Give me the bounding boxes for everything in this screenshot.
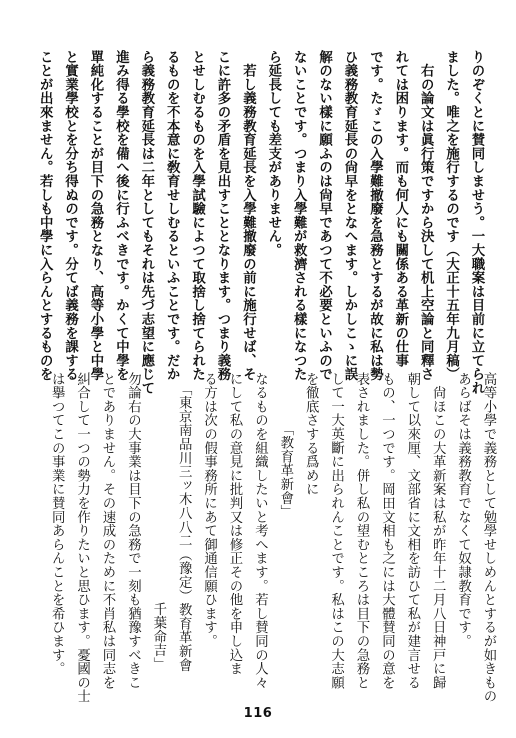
lower-text-column: もの、一つです。岡田文相も之には大體賛同の意を [379, 372, 395, 690]
upper-text-column: こに許多の矛盾を見出すこととなります。つまり義務 [215, 50, 231, 382]
lower-text-column: 糾合して一つの勢力を作りたいと思ひます。憂國の士 [74, 372, 90, 704]
upper-text-column: 右の論文は眞行策ですから決して机上空論と同釋さ [418, 50, 435, 382]
lower-text-column: 「教育革新會」 [277, 422, 293, 519]
lower-text-column: 千葉命吉」 [150, 602, 166, 671]
upper-text-column: ひ義務教育延長の尙早をとなへます。しかしこゝに誤 [342, 50, 358, 382]
upper-text-column: とせしむるものを入學試驗によつて取捨し捨てられた [189, 50, 206, 382]
upper-text-column: です。たゞこの入學難撤廢を急務とするが故に私は勢 [367, 50, 384, 382]
upper-text-column: ました。唯之を施行するのです（大正十五年九月稿） [443, 50, 460, 382]
lower-text-column: して一大英斷に出られんことです。私はこの大志願 [328, 372, 344, 690]
upper-text-column: りのぞくとに賛同しませう。一大職案は目前に立てられ [469, 50, 485, 395]
lower-text-column: を徹底さする爲めに [303, 372, 319, 497]
lower-text-column: 高等小學で義務として勉學せしめんとするが如きもの [481, 372, 496, 704]
upper-text-column: ら延長しても差支がありません。 [265, 50, 282, 257]
upper-text-column: ことが出來ません。若しも中學に入らんとするものを [37, 50, 54, 382]
upper-text-column: ないことです。つまり入學難が救濟される樣になつた [291, 50, 308, 382]
upper-text-column: れては困ります。而も何人にも關係ある革新の仕事 [392, 50, 409, 368]
lower-text-column: 朝して以來厘、文部省に文相を訪ひて私が建言せる [404, 372, 420, 690]
lower-text-column: る方は次の假事務所にあて御通信願ひます。 [201, 372, 217, 648]
page-number: 116 [243, 706, 273, 721]
lower-text-column: 表されました。併し私の望むところは目下の急務と [354, 372, 369, 690]
lower-text-column: 尙ほこの大革新案は私が昨年十二月八日神戸に歸 [430, 372, 446, 690]
upper-text-column: 解のない樣に願ふのは尙早であつて不必要といふので [316, 50, 333, 382]
lower-text-column: にして私の意見に批判又は修正その他を申し込ま [227, 372, 242, 676]
lower-text-column: 勿論右の大事業は目下の急務で一刻も猶豫すべきこ [125, 372, 141, 690]
upper-text-column: 單純化することが目下の急務となり、高等小學と中學 [88, 50, 104, 382]
upper-text-column: 若し義務教育延長を入學難撤廢の前に施行せば、そ [240, 50, 257, 382]
lower-text-column: は擧つてこの事業に賛同あらんことを希ひます。 [49, 372, 65, 676]
lower-text-column: 「東京南品川三ッ木八八二（豫定）教育革新會 [176, 382, 192, 672]
lower-text-column: あらばそは義務教育でなくて奴隷教育です。 [455, 372, 471, 648]
lower-text-column: なるものを組織したいと考へます。若し賛同の人々 [252, 372, 268, 690]
upper-text-column: ら義務教育延長は二年としてもそれは先づ志望に應じて [138, 50, 155, 395]
upper-text-column: 進み得る學校を備へ後に行ふべきです。かくて中學を [113, 50, 130, 382]
lower-text-column: とでありません。その速成のために不肖私は同志を [100, 372, 115, 690]
upper-text-column: と實業學校とを分ち得ぬのです。分てば義務を課する [62, 50, 79, 382]
upper-text-column: るものを不本意に敎育せしむるといふことです。だか [164, 50, 181, 382]
